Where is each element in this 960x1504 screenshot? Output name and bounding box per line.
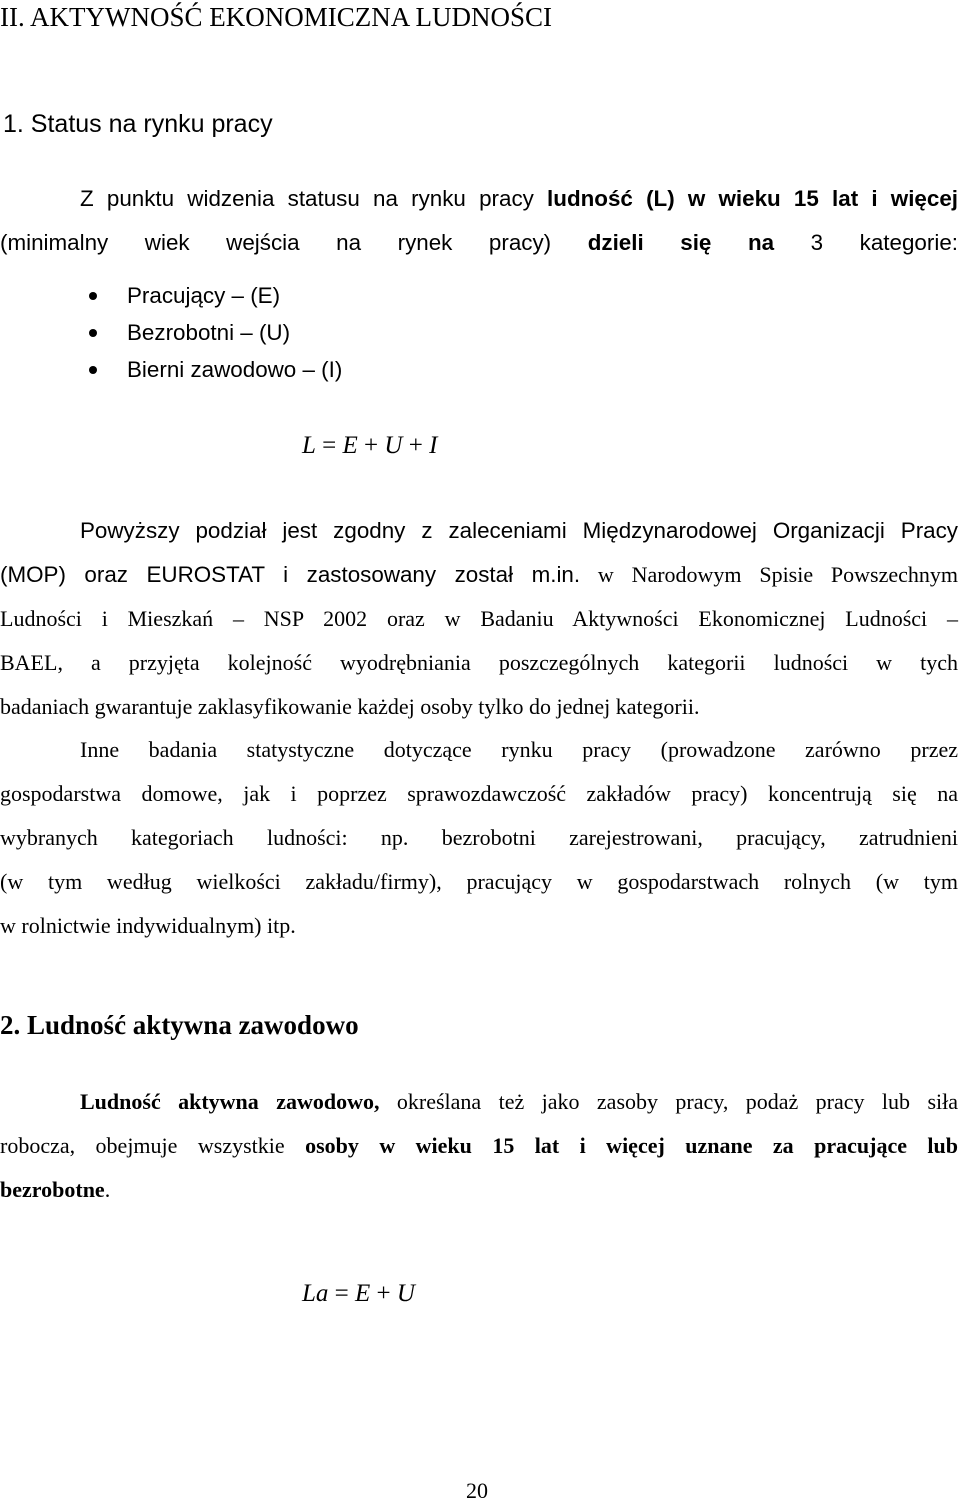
sec2-line-2: robocza, obejmuje wszystkie osoby w wieku 15 lat i więcej uznane za pracujące lub <box>0 1133 958 1158</box>
intro-paragraph <box>0 177 958 265</box>
active-population-paragraph <box>0 1080 958 1212</box>
page-number: 20 <box>466 1478 488 1503</box>
category-list <box>84 277 342 388</box>
sec2-line-3: bezrobotne. <box>0 1177 111 1202</box>
other-surveys-paragraph <box>0 728 958 948</box>
list-item: Bezrobotni – (U) <box>84 314 342 351</box>
formula-population: L = E + U + I <box>302 432 438 459</box>
formula-active-population: La = E + U <box>302 1280 415 1307</box>
para3-line-2: gospodarstwa domowe, jak i poprzez sprawozdawczość zakładów pracy) koncentrują się na <box>0 781 958 806</box>
bullet-icon <box>89 329 97 337</box>
para2-line-2: (MOP) oraz EUROSTAT i zastosowany został m.in. w Narodowym Spisie Powszechnym <box>0 562 958 587</box>
para2-line-1: Powyższy podział jest zgodny z zaleceniami Międzynarodowej Organizacji Pracy <box>80 518 958 543</box>
para3-line-1: Inne badania statystyczne dotyczące rynku pracy (prowadzone zarówno przez <box>80 737 958 762</box>
intro-line-2: (minimalny wiek wejścia na rynek pracy) dzieli się na 3 kategorie: <box>0 230 958 255</box>
para2-line-3: Ludności i Mieszkań – NSP 2002 oraz w Badaniu Aktywności Ekonomicznej Ludności – <box>0 606 958 631</box>
section-1-title: 1. Status na rynku pracy <box>3 110 273 138</box>
section-2-title: 2. Ludność aktywna zawodowo <box>0 1010 359 1040</box>
para3-line-5: w rolnictwie indywidualnym) itp. <box>0 913 296 938</box>
list-item: Pracujący – (E) <box>84 277 342 314</box>
sec2-line-1: Ludność aktywna zawodowo, określana też jako zasoby pracy, podaż pracy lub siła <box>80 1089 958 1114</box>
bullet-icon <box>89 292 97 300</box>
intro-line-1: Z punktu widzenia statusu na rynku pracy ludność (L) w wieku 15 lat i więcej <box>80 186 958 211</box>
list-item: Bierni zawodowo – (I) <box>84 351 342 388</box>
bullet-icon <box>89 366 97 374</box>
chapter-title: II. AKTYWNOŚĆ EKONOMICZNA LUDNOŚCI <box>0 2 552 32</box>
para3-line-3: wybranych kategoriach ludności: np. bezrobotni zarejestrowani, pracujący, zatrudnieni <box>0 825 958 850</box>
para3-line-4: (w tym według wielkości zakładu/firmy), pracujący w gospodarstwach rolnych (w tym <box>0 869 958 894</box>
para2-line-4: BAEL, a przyjęta kolejność wyodrębniania poszczególnych kategorii ludności w tych <box>0 650 958 675</box>
classification-paragraph <box>0 509 958 729</box>
para2-line-5: badaniach gwarantuje zaklasyfikowanie każdej osoby tylko do jednej kategorii. <box>0 694 700 719</box>
